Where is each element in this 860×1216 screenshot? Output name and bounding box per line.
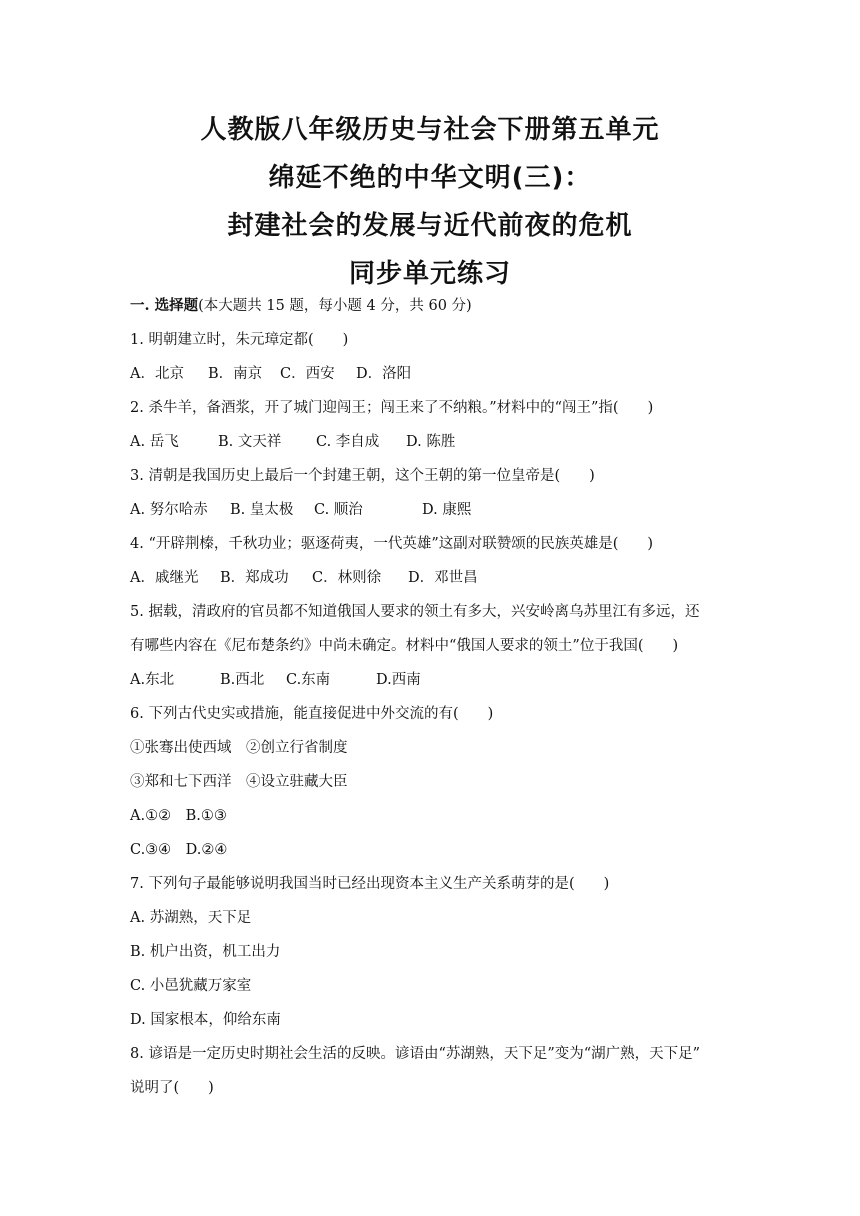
option-a: A. 努尔哈赤 — [130, 502, 208, 518]
section-note: (本大题共 15 题，每小题 4 分，共 60 分) — [198, 298, 472, 314]
option-a: A. 岳飞 — [130, 434, 179, 450]
question-7-option-b: B. 机户出资，机工出力 — [130, 944, 281, 960]
option-c: C.东南 — [286, 672, 331, 688]
question-6-items-line-2: ③郑和七下西洋 ④设立驻藏大臣 — [130, 774, 348, 790]
question-6-items-line-1: ①张骞出使西域 ②创立行省制度 — [130, 740, 348, 756]
question-7-option-c: C. 小邑犹藏万家室 — [130, 978, 252, 994]
question-2-stem: 2. 杀牛羊，备酒浆，开了城门迎闯王；闯王来了不纳粮。”材料中的“闯王”指( ) — [130, 400, 654, 416]
document-title — [0, 106, 860, 298]
section-heading — [130, 289, 740, 323]
question-3-stem: 3. 清朝是我国历史上最后一个封建王朝，这个王朝的第一位皇帝是( ) — [130, 468, 595, 484]
question-4-stem: 4. “开辟荆榛，千秋功业；驱逐荷夷，一代英雄”这副对联赞颂的民族英雄是( ) — [130, 536, 654, 552]
option-c: C．林则徐 — [312, 570, 382, 586]
option-a: A.东北 — [130, 672, 175, 688]
option-c: C．西安 — [280, 366, 335, 382]
title-line-1: 人教版八年级历史与社会下册第五单元 — [200, 115, 660, 145]
question-1-stem: 1. 明朝建立时，朱元璋定都( ) — [130, 332, 349, 348]
option-b: B. 皇太极 — [230, 502, 294, 518]
title-line-4: 同步单元练习 — [348, 259, 511, 289]
option-a: A．戚继光 — [130, 570, 199, 586]
question-7-option-a: A. 苏湖熟，天下足 — [130, 910, 252, 926]
question-6-stem: 6. 下列古代史实或措施，能直接促进中外交流的有( ) — [130, 706, 494, 722]
question-7-stem: 7. 下列句子最能够说明我国当时已经出现资本主义生产关系萌芽的是( ) — [130, 876, 610, 892]
section-label: 一. 选择题 — [130, 297, 199, 314]
option-c: C. 李自成 — [316, 434, 380, 450]
option-b: B．南京 — [208, 366, 263, 382]
option-d: D.西南 — [376, 672, 421, 688]
option-b: B. 文天祥 — [218, 434, 282, 450]
question-5-stem-line-2: 有哪些内容在《尼布楚条约》中尚未确定。材料中“俄国人要求的领土”位于我国( ) — [130, 638, 679, 654]
question-1-options — [130, 357, 740, 391]
option-d: D. 陈胜 — [406, 434, 456, 450]
question-5-stem-line-1: 5. 据载，清政府的官员都不知道俄国人要求的领土有多大，兴安岭离乌苏里江有多远，还 — [130, 604, 700, 620]
option-d: D．洛阳 — [356, 366, 412, 382]
question-8-stem-line-1: 8. 谚语是一定历史时期社会生活的反映。谚语由“苏湖熟，天下足”变为“湖广熟，天下足” — [130, 1046, 701, 1062]
question-7-option-d: D. 国家根本，仰给东南 — [130, 1012, 281, 1028]
question-4-options — [130, 561, 740, 595]
question-8-stem-line-2: 说明了( ) — [130, 1080, 214, 1096]
question-6-options-line-1: A.①② B.①③ — [130, 808, 227, 824]
option-d: D. 康熙 — [422, 502, 472, 518]
document-body — [130, 289, 740, 1105]
option-b: B．郑成功 — [220, 570, 289, 586]
question-2-options — [130, 425, 740, 459]
question-6-options-line-2: C.③④ D.②④ — [130, 842, 228, 858]
question-3-options — [130, 493, 740, 527]
question-5-options — [130, 663, 740, 697]
title-line-3: 封建社会的发展与近代前夜的危机 — [227, 211, 633, 241]
option-c: C. 顺治 — [314, 502, 363, 518]
option-a: A．北京 — [130, 366, 184, 382]
option-b: B.西北 — [220, 672, 265, 688]
title-line-2: 绵延不绝的中华文明(三)： — [268, 163, 592, 193]
option-d: D．邓世昌 — [408, 570, 478, 586]
